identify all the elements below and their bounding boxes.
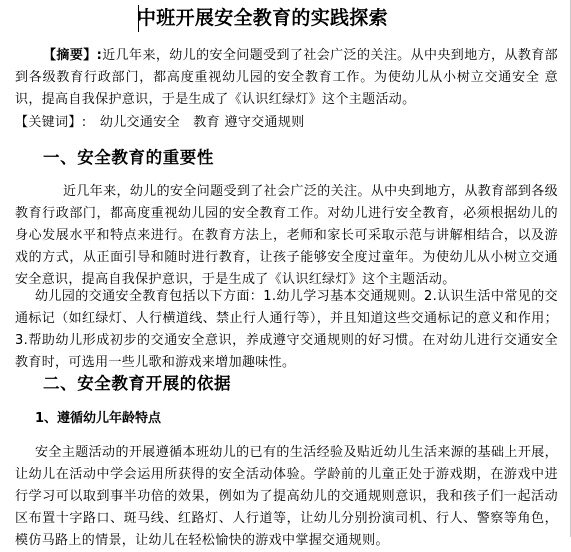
document-title: 中班开展安全教育的实践探索 xyxy=(137,7,388,29)
keywords-text: 幼儿交通安全 教育 遵守交通规则 xyxy=(99,115,305,130)
body-paragraph: 安全主题活动的开展遵循本班幼儿的已有的生活经验及贴近幼儿生活来源的基础上开展，让幼儿在活动中学会运用所获得的安全活动体验。学龄前的儿童正处于游戏期，在游戏中进行学习可以取到事半功倍的效果，例如为了提高幼儿的交通规则意识，我和孩子们一起活动区布置十字路口、斑马线、红路灯、人行道等，让幼儿分别扮演司机、行人、警察等角色，模仿马路上的情景，让幼儿在轻松愉快的游戏中掌握交通规则。 xyxy=(15,445,558,548)
section-heading-basis: 二、安全教育开展的依据 xyxy=(43,374,232,393)
body-paragraph: 幼儿园的交通安全教育包括以下方面：1.幼儿学习基本交通规则。2.认识生活中常见的交通标记（如红绿灯、人行横道线、禁止行人通行等），并且知道这些交通标记的意义和作用；3.帮助幼儿形成初步的交通安全意识，养成遵守交通规则的好习惯。在对幼儿进行交通安全教育时，可选用一些儿歌和游戏来增加趣味性。 xyxy=(15,289,558,370)
section-heading-importance: 一、安全教育的重要性 xyxy=(43,148,214,167)
subsection-heading: 1、遵循幼儿年龄特点 xyxy=(35,411,162,426)
abstract-paragraph xyxy=(15,45,558,111)
abstract-text: 近几年来，幼儿的安全问题受到了社会广泛的关注。从中央到地方，从教育部到各级教育行政部门，都高度重视幼儿园的安全教育工作。为使幼儿从小树立交通安全 意识，提高自我保护意识，于是生成了《认识红绿灯》这个主题活动。 xyxy=(15,48,559,107)
abstract-label: 【摘要】: xyxy=(43,48,103,63)
keywords-label: 【关键词】: xyxy=(15,115,87,130)
body-paragraph: 近几年来，幼儿的安全问题受到了社会广泛的关注。从中央到地方，从教育部到各级教育行政部门，都高度重视幼儿园的安全教育工作。对幼儿进行安全教育，必须根据幼儿的身心发展水平和特点来进行。在教育方法上，老师和家长可采取示范与讲解相结合，以及游戏的方式，从正面引导和随时进行教育，让孩子能够安全度过童年。为使幼儿从小树立交通安全意识，提高自我保护意识，于是生成了《认识红绿灯》这个主题活动。 xyxy=(15,184,558,287)
keywords-paragraph xyxy=(15,112,558,134)
